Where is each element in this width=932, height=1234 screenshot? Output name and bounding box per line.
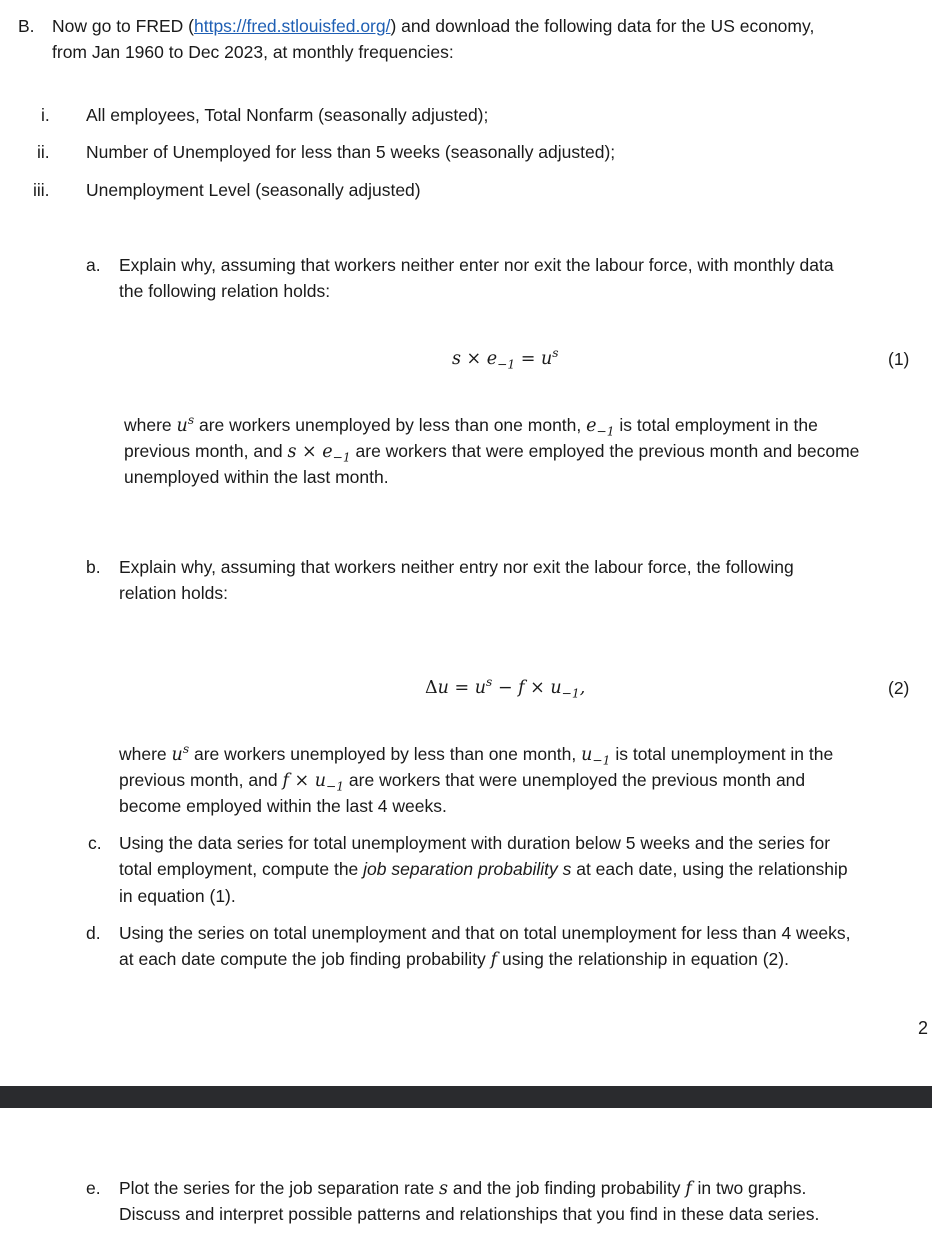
- part-e-line1: Plot the series for the job separation rate s and the job finding probability f in two graphs.: [119, 1178, 807, 1199]
- part-a-where-line3: unemployed within the last month.: [124, 467, 389, 487]
- part-a-letter: a.: [86, 255, 101, 275]
- part-a-where-line1: where $u^s$ are workers unemployed by less than one month, $e_{-1}$ is total employment in the: [124, 413, 818, 439]
- equation-1: $s \times e_{-1} = u^s$: [452, 346, 559, 372]
- fred-link[interactable]: https://fred.stlouisfed.org/: [193, 16, 391, 36]
- section-b-intro-line2: from Jan 1960 to Dec 2023, at monthly frequencies:: [52, 42, 454, 62]
- intro-text-after: ) and download the following data for the US economy,: [390, 16, 815, 36]
- equation-2: $\Delta u = u^s - f \times u_{-1}$,: [425, 675, 586, 701]
- part-c-line3: in equation (1).: [119, 886, 236, 906]
- part-b-where-line3: become employed within the last 4 weeks.: [119, 796, 447, 816]
- equation-2-number: (2): [888, 678, 910, 698]
- part-b-where-line1: where $u^s$ are workers unemployed by less than one month, $u_{-1}$ is total unemployment in the: [119, 742, 834, 768]
- intro-text-before: Now go to FRED (: [52, 16, 194, 36]
- list-item-number: iii.: [33, 180, 50, 200]
- part-b-line1: Explain why, assuming that workers neither entry nor exit the labour force, the following: [119, 557, 794, 577]
- job-separation-emphasis: job separation probability s: [363, 859, 572, 879]
- part-d-line1: Using the series on total unemployment and that on total unemployment for less than 4 weeks,: [119, 923, 851, 943]
- list-item-text: All employees, Total Nonfarm (seasonally adjusted);: [86, 105, 489, 125]
- part-c-letter: c.: [88, 833, 102, 853]
- list-item-text: Number of Unemployed for less than 5 weeks (seasonally adjusted);: [86, 142, 616, 162]
- part-e-line2: Discuss and interpret possible patterns and relationships that you find in these data series.: [119, 1204, 820, 1224]
- section-b-intro: [52, 13, 814, 39]
- part-c-line1: Using the data series for total unemployment with duration below 5 weeks and the series for: [119, 833, 831, 853]
- part-b-letter: b.: [86, 557, 101, 577]
- part-d-letter: d.: [86, 923, 101, 943]
- list-item-number: i.: [41, 105, 50, 125]
- part-a-line1: Explain why, assuming that workers neither enter nor exit the labour force, with monthly data: [119, 255, 834, 275]
- section-b-marker: B.: [18, 16, 35, 36]
- part-d-line2: at each date compute the job finding probability f using the relationship in equation (2).: [119, 949, 789, 970]
- part-b-where-line2: previous month, and $f \times u_{-1}$ are workers that were unemployed the previous month and: [119, 770, 806, 794]
- page-number: 2: [917, 1018, 928, 1038]
- part-c-line2: total employment, compute the job separation probability s at each date, using the relationship: [119, 859, 848, 879]
- list-item-text: Unemployment Level (seasonally adjusted): [86, 180, 421, 200]
- part-a-line2: the following relation holds:: [119, 281, 331, 301]
- part-e-letter: e.: [86, 1178, 101, 1198]
- part-b-line2: relation holds:: [119, 583, 228, 603]
- part-a-where-line2: previous month, and $s \times e_{-1}$ are workers that were employed the previous month and become: [124, 441, 860, 465]
- list-item-number: ii.: [37, 142, 50, 162]
- page-separator: [0, 1086, 932, 1108]
- equation-1-number: (1): [888, 349, 910, 369]
